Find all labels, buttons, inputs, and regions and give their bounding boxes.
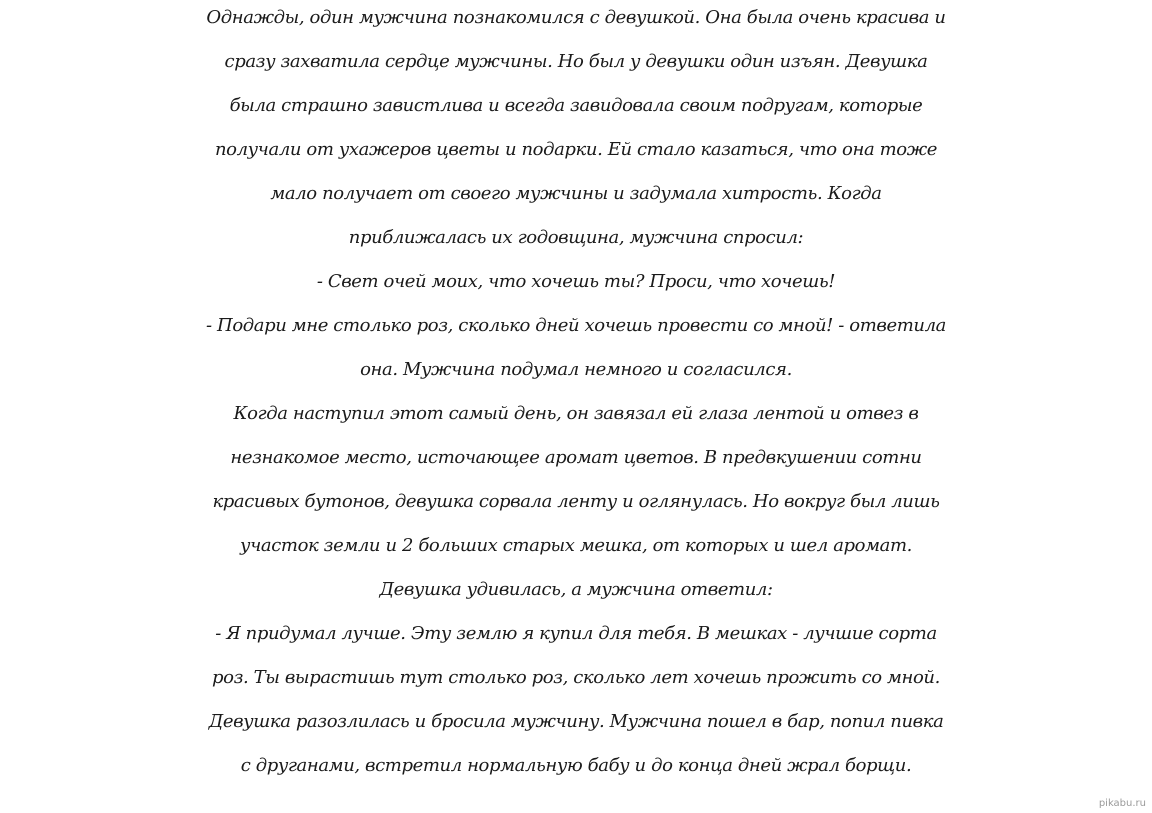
- story-line: участок земли и 2 больших старых мешка, от которых и шел аромат.: [240, 535, 912, 556]
- story-line: сразу захватила сердце мужчины. Но был у девушки один изъян. Девушка: [224, 51, 928, 72]
- story-line: Девушка разозлилась и бросила мужчину. Мужчина пошел в бар, попил пивка: [208, 711, 944, 732]
- story-line: Когда наступил этот самый день, он завязал ей глаза лентой и отвез в: [233, 403, 919, 424]
- story-line: мало получает от своего мужчины и задумала хитрость. Когда: [270, 183, 882, 204]
- story-line: Девушка удивилась, а мужчина ответил:: [379, 579, 773, 600]
- story-line: роз. Ты вырастишь тут столько роз, сколько лет хочешь прожить со мной.: [212, 667, 940, 688]
- story-line: получали от ухажеров цветы и подарки. Ей стало казаться, что она тоже: [214, 139, 938, 160]
- story-line: - Я придумал лучше. Эту землю я купил для тебя. В мешках - лучшие сорта: [215, 623, 937, 644]
- watermark: pikabu.ru: [1098, 798, 1146, 809]
- story-line: с друганами, встретил нормальную бабу и до конца дней жрал борщи.: [240, 755, 912, 776]
- story-line: приближалась их годовщина, мужчина спросил:: [348, 227, 804, 248]
- story-line: она. Мужчина подумал немного и согласился.: [360, 359, 792, 380]
- story-line: красивых бутонов, девушка сорвала ленту и оглянулась. Но вокруг был лишь: [212, 491, 940, 512]
- story-line: была страшно завистлива и всегда завидовала своим подругам, которые: [229, 95, 923, 116]
- story-line: незнакомое место, источающее аромат цветов. В предвкушении сотни: [230, 447, 922, 468]
- story-line: - Свет очей моих, что хочешь ты? Проси, что хочешь!: [316, 271, 836, 292]
- story-line: Однажды, один мужчина познакомился с девушкой. Она была очень красива и: [206, 7, 946, 28]
- story-line: - Подари мне столько роз, сколько дней хочешь провести со мной! - ответила: [206, 315, 946, 336]
